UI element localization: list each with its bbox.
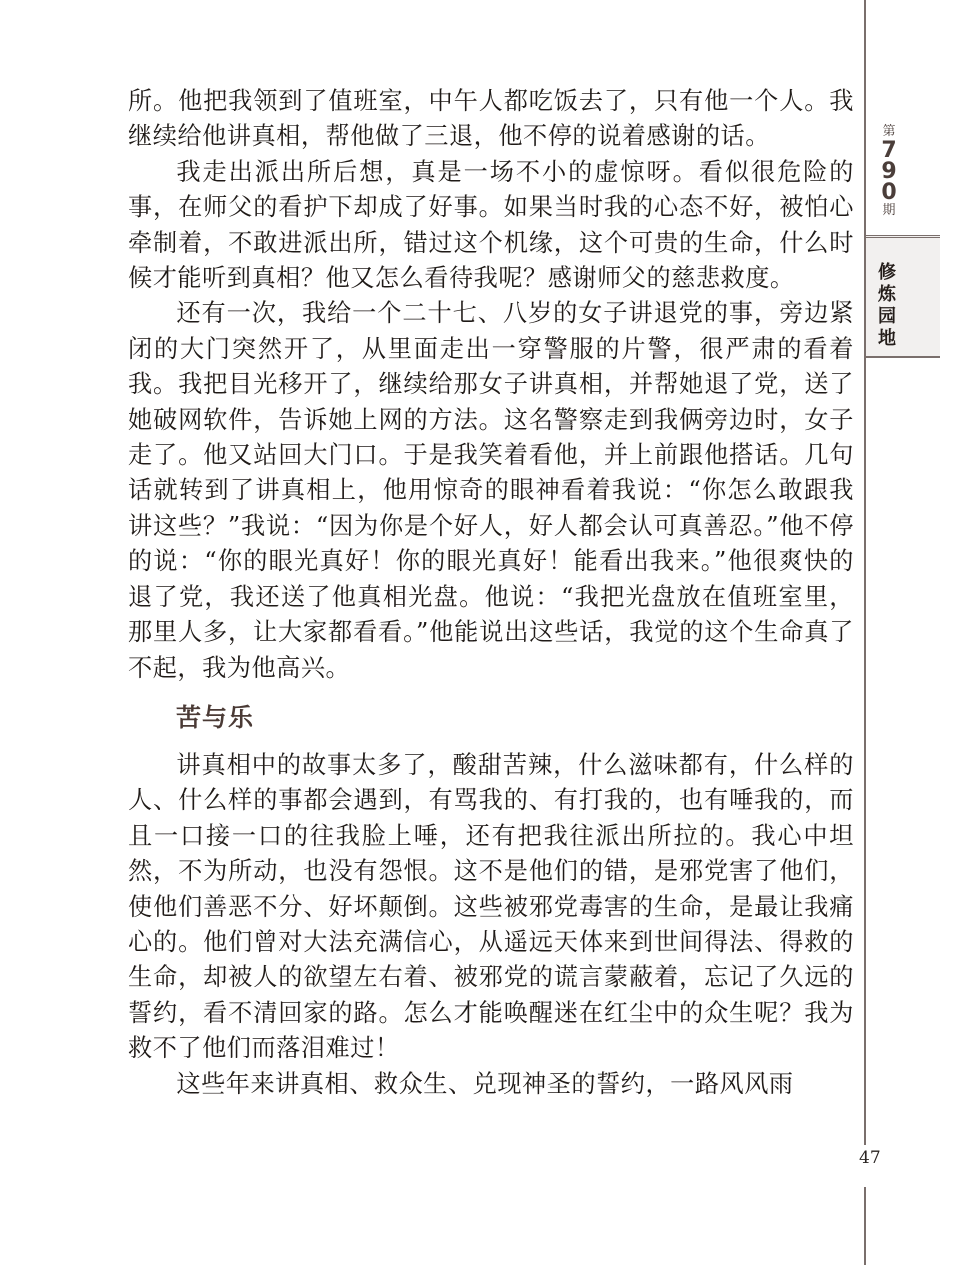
section-heading: 苦与乐 xyxy=(176,702,255,732)
paragraph: 我走出派出所后想，真是一场不小的虚惊呀。看似很危险的事，在师父的看护下却成了好事。如果当时我的心态不好，被怕心牵制着，不敢进派出所，错过这个机缘，这个可贵的生命，什么时候才能听到真相？他又怎么看待我呢？感谢师父的慈悲救度。 xyxy=(128,157,854,293)
page-number: 47 xyxy=(859,1148,881,1168)
paragraph: 这些年来讲真相、救众生、兑现神圣的誓约，一路风风雨 xyxy=(176,1069,794,1098)
section-label: 修炼园地 xyxy=(878,262,896,349)
issue-marker xyxy=(866,124,912,219)
paragraph: 还有一次，我给一个二十七、八岁的女子讲退党的事，旁边紧闭的大门突然开了，从里面走出一穿警服的片警，很严肃的看着我。我把目光移开了，继续给那女子讲真相，并帮她退了党，送了她破网软件，告诉她上网的方法。这名警察走到我俩旁边时，女子走了。他又站回大门口。于是我笑着看他，并上前跟他搭话。几句话就转到了讲真相上，他用惊奇的眼神看着我说：“你怎么敢跟我讲这些？”我说：“因为你是个好人，好人都会认可真善忍。”他不停的说：“你的眼光真好！你的眼光真好！能看出我来。”他很爽快的退了党，我还送了他真相光盘。他说：“我把光盘放在值班室里，那里人多，让大家都看看。”他能说出这些话，我觉的这个生命真了不起，我为他高兴。 xyxy=(128,299,854,682)
paragraph: 讲真相中的故事太多了，酸甜苦辣，什么滋味都有，什么样的人、什么样的事都会遇到，有骂我的、有打我的，也有唾我的，而且一口接一口的往我脸上唾，还有把我往派出所拉的。我心中坦然，不为所动，也没有怨恨。这不是他们的错，是邪党害了他们，使他们善恶不分、好坏颠倒。这些被邪党毒害的生命，是最让我痛心的。他们曾对大法充满信心，从遥远天体来到世间得法、得救的生命，却被人的欲望左右着、被邪党的谎言蒙蔽着，忘记了久远的誓约，看不清回家的路。怎么才能唤醒迷在红尘中的众生呢？我为救不了他们而落泪难过！ xyxy=(128,750,854,1063)
paragraph-continued: 所。他把我领到了值班室，中午人都吃饭去了，只有他一个人。我继续给他讲真相，帮他做了三退，他不停的说着感谢的话。 xyxy=(128,87,854,151)
issue-number: 790 xyxy=(881,138,897,205)
issue-suffix: 期 xyxy=(882,203,896,218)
article-body xyxy=(128,84,854,1102)
section-label-box xyxy=(866,235,940,358)
issue-prefix: 第 xyxy=(882,124,896,139)
